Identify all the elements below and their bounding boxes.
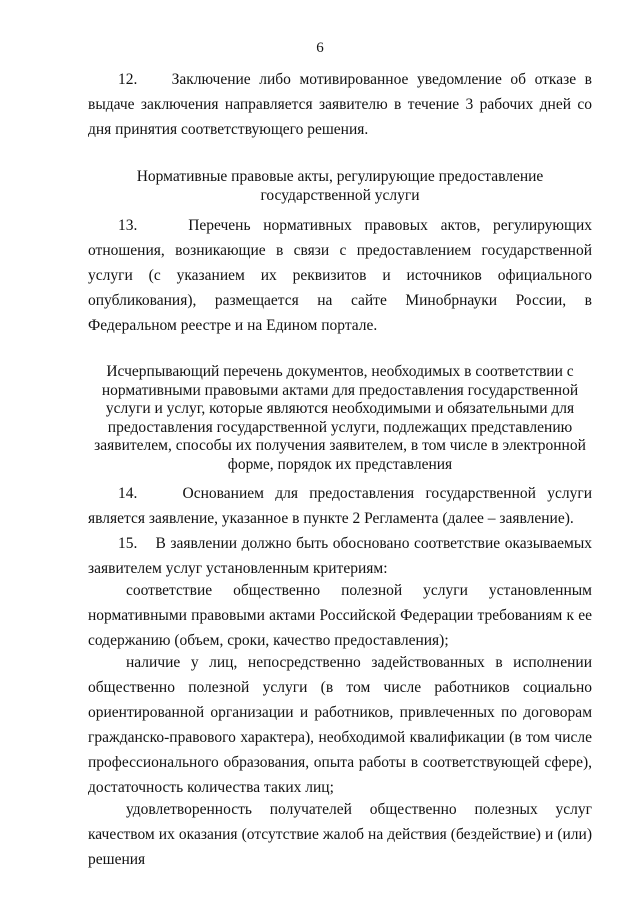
- section-heading-legal-acts: Нормативные правовые акты, регулирующие предоставление государственной услуги: [136, 168, 544, 204]
- criterion-1: соответствие общественно полезной услуги установленным нормативными правовыми актами Российской Федерации требованиям к ее содержанию (объем, сроки, качество предоставления);: [88, 582, 592, 649]
- paragraph-13: 13. Перечень нормативных правовых актов, регулирующих отношения, возникающие в связи с предоставлением государственной услуги (с указанием их реквизитов и источников официального опубликования), размещается на сайте Минобрнауки России, в Федеральном реестре и на Едином портале.: [88, 217, 592, 334]
- paragraph-14: 14. Основанием для предоставления государственной услуги является заявление, указанное в пункте 2 Регламента (далее – заявление).: [88, 485, 592, 527]
- paragraph-15: 15. В заявлении должно быть обосновано соответствие оказываемых заявителем услуг установленным критериям:: [88, 535, 592, 577]
- criterion-3: удовлетворенность получателей общественно полезных услуг качеством их оказания (отсутствие жалоб на действия (бездействие) и (или) решения: [88, 801, 592, 868]
- section-heading-documents: Исчерпывающий перечень документов, необходимых в соответствии с нормативными правовыми актами для предоставления государственной услуги и услуг, которые являются необходимыми и обязательными для предоставления государственной услуги, подлежащих представлению заявителем, способы их получения заявителем, в том числе в электронной форме, порядок их представления: [94, 363, 586, 473]
- criterion-2: наличие у лиц, непосредственно задействованных в исполнении общественно полезной услуги (в том числе работников социально ориентированной организации и работников, привлеченных по договорам гражданско-правового характера), необходимой квалификации (в том числе профессионального образования, опыта работы в соответствующей сфере), достаточность количества таких лиц;: [88, 654, 592, 796]
- page-number: 6: [316, 40, 324, 56]
- paragraph-12: 12. Заключение либо мотивированное уведомление об отказе в выдаче заключения направляется заявителю в течение 3 рабочих дней со дня принятия соответствующего решения.: [88, 71, 592, 138]
